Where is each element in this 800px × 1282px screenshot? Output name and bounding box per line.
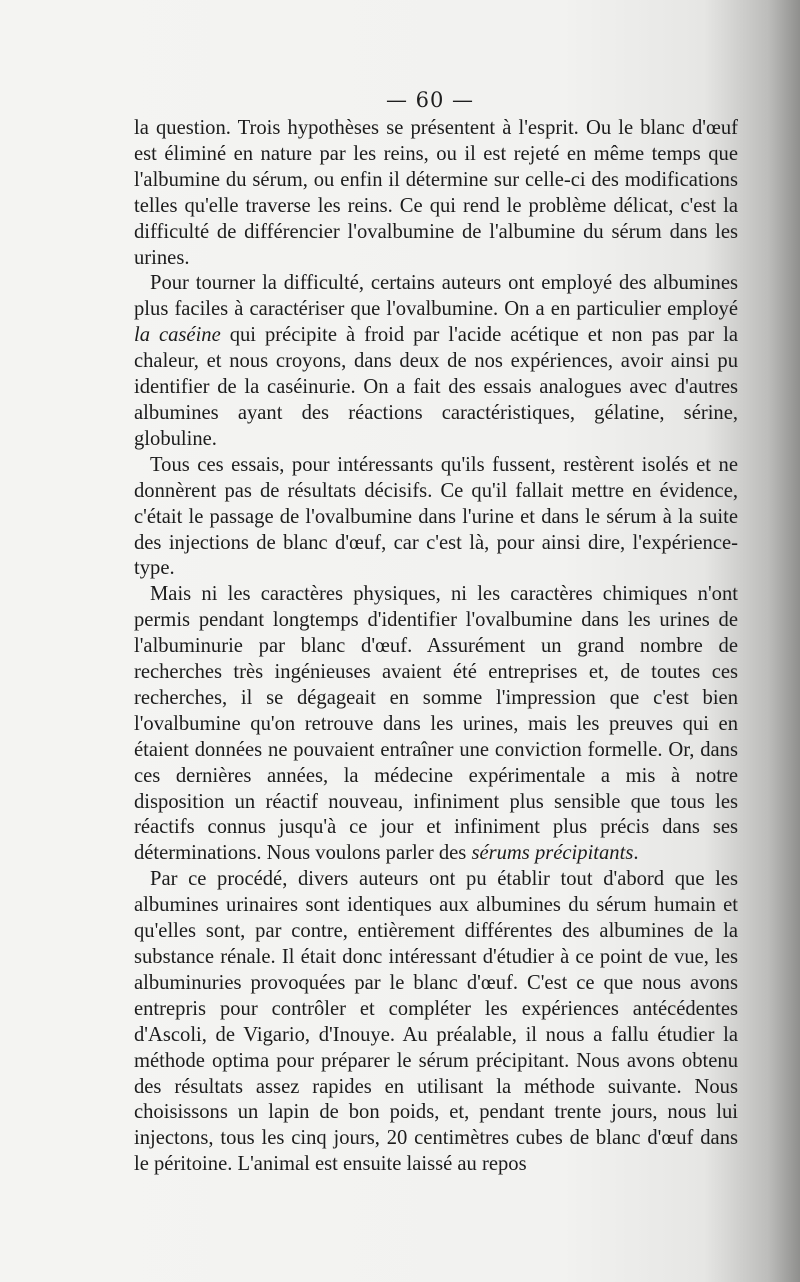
paragraph-5-text: Par ce procédé, divers auteurs ont pu établir tout d'abord que les albumines urinaires sont identiques aux albumines du sérum humain et qu'elles sont, par contre, entièrement différentes des albumines de la substance rénale. Il était donc intéressant d'étudier à ce point de vue, les albuminuries provoquées par le blanc d'œuf. C'est ce que nous avons entrepris pour contrôler et compléter les expériences antécédentes d'Ascoli, de Vigario, d'Inouye. Au préalable, il nous a fallu étudier la méthode optima pour préparer le sérum précipitant. Nous avons obtenu des résultats assez rapides en utilisant la méthode suivante. Nous choisissons un lapin de bon poids, et, pendant trente jours, nous lui injectons, tous les cinq jours, 20 centimètres cubes de blanc d'œuf dans le péritoine. L'animal est ensuite laissé au repos [134,868,738,1176]
paragraph-4-emphasis: sérums précipitants [471,842,634,865]
paragraph-4-text-end: . [633,842,639,865]
paragraph-3 [134,453,738,583]
paragraph-5 [134,867,738,1178]
paragraph-2 [134,271,738,452]
paragraph-4 [134,582,738,867]
paragraph-2-text-end: qui précipite à froid par l'acide acétique et non pas par la chaleur, et nous croyons, dans deux de nos expériences, avoir ainsi pu identifier de la caséinurie. On a fait des essais analogues avec d'autres albumines ayant des réactions caractéristiques, gélatine, sérine, globuline. [134,324,739,450]
paragraph-1 [134,116,738,271]
paragraph-1-text: la question. Trois hypothèses se présentent à l'esprit. Ou le blanc d'œuf est éliminé en nature par les reins, ou il est rejeté en même temps que l'albumine du sérum, ou enfin il détermine sur celle-ci des modifications telles qu'elle traverse les reins. Ce qui rend le problème délicat, c'est la difficulté de différencier l'ovalbumine de l'albumine du sérum dans les urines. [134,117,738,269]
paragraph-2-text-start: Pour tourner la difficulté, certains auteurs ont employé des albumines plus faciles à caractériser que l'ovalbumine. On a en particulier employé [134,272,738,321]
paragraph-4-text-start: Mais ni les caractères physiques, ni les caractères chimiques n'ont permis pendant longtemps d'identifier l'ovalbumine dans les urines de l'albuminurie par blanc d'œuf. Assurément un grand nombre de recherches très ingénieuses avaient été entreprises et, de toutes ces recherches, il se dégageait en somme l'impression que c'est bien l'ovalbumine qu'on retrouve dans les urines, mais les preuves qui en étaient données ne pouvaient entraîner une conviction formelle. Or, dans ces dernières années, la médecine expérimentale a mis à notre disposition un réactif nouveau, infiniment plus sensible que tous les réactifs connus jusqu'à ce jour et infiniment plus précis dans ses déterminations. Nous voulons parler des [134,583,738,865]
body-text [134,116,738,1178]
page-number: — 60 — [385,88,475,112]
paragraph-3-text: Tous ces essais, pour intéressants qu'ils fussent, restèrent isolés et ne donnèrent pas de résultats décisifs. Ce qu'il fallait mettre en évidence, c'était le passage de l'ovalbumine dans l'urine et dans le sérum à la suite des injections de blanc d'œuf, car c'est là, pour ainsi dire, l'expérience-type. [134,453,738,580]
paragraph-2-emphasis: la caséine [134,324,221,347]
